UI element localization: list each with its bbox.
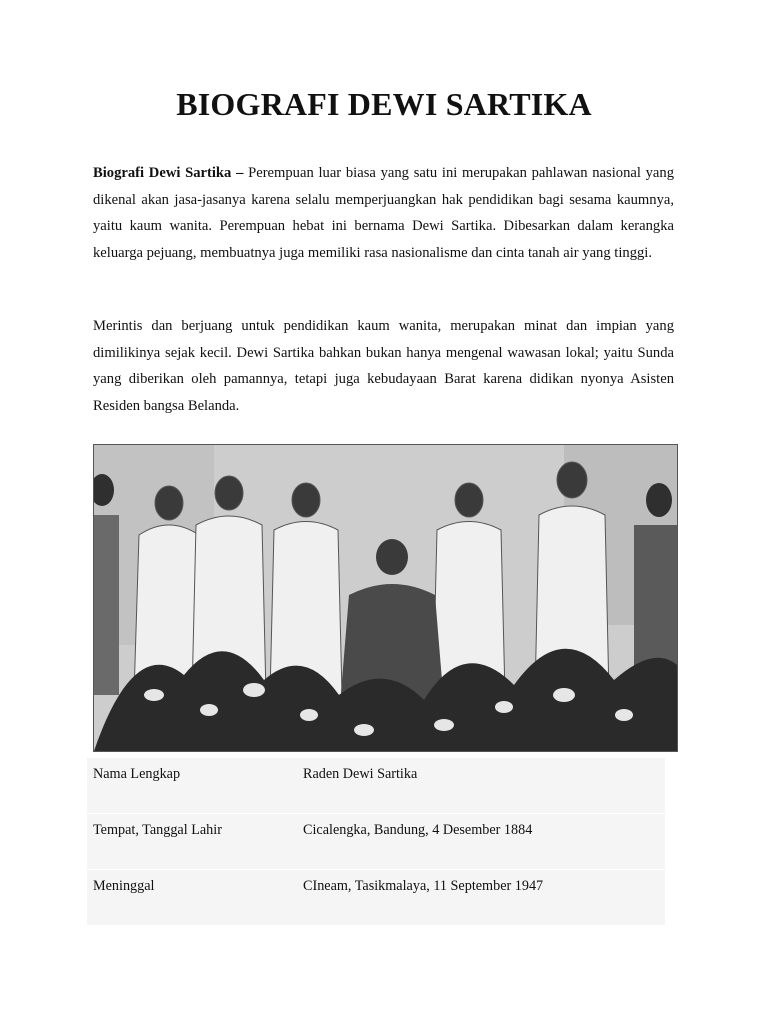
table-label: Tempat, Tanggal Lahir — [87, 814, 297, 870]
page-title: BIOGRAFI DEWI SARTIKA — [176, 86, 592, 122]
table-value: Raden Dewi Sartika — [297, 758, 665, 814]
table-row — [87, 870, 665, 926]
group-photo-illustration — [94, 445, 677, 751]
paragraph-intro — [93, 160, 674, 266]
paragraph-education — [93, 313, 674, 419]
historical-group-photo — [93, 444, 678, 752]
table-value: Cicalengka, Bandung, 4 Desember 1884 — [297, 814, 665, 870]
table-row — [87, 814, 665, 870]
paragraph-education-text: Merintis dan berjuang untuk pendidikan kaum wanita, merupakan minat dan impian yang dimilikinya sejak kecil. Dewi Sartika bahkan bukan hanya mengenal wawasan lokal; yaitu Sunda yang diberikan oleh pamannya, tetapi juga kebudayaan Barat karena didikan nyonya Asisten Residen bangsa Belanda. — [93, 318, 674, 414]
table-row — [87, 758, 665, 814]
table-label: Meninggal — [87, 870, 297, 926]
biography-table — [87, 758, 665, 926]
table-label: Nama Lengkap — [87, 758, 297, 814]
paragraph-lead: Biografi Dewi Sartika – — [93, 165, 244, 181]
paragraph-intro-text: Perempuan luar biasa yang satu ini merupakan pahlawan nasional yang dikenal akan jasa-jasanya karena selalu memperjuangkan hak pendidikan bagi sesama kaumnya, yaitu kaum wanita. Perempuan hebat ini bernama Dewi Sartika. Dibesarkan dalam kerangka keluarga pejuang, membuatnya juga memiliki rasa nasionalisme dan cinta tanah air yang tinggi. — [93, 165, 674, 261]
table-value: CIneam, Tasikmalaya, 11 September 1947 — [297, 870, 665, 926]
